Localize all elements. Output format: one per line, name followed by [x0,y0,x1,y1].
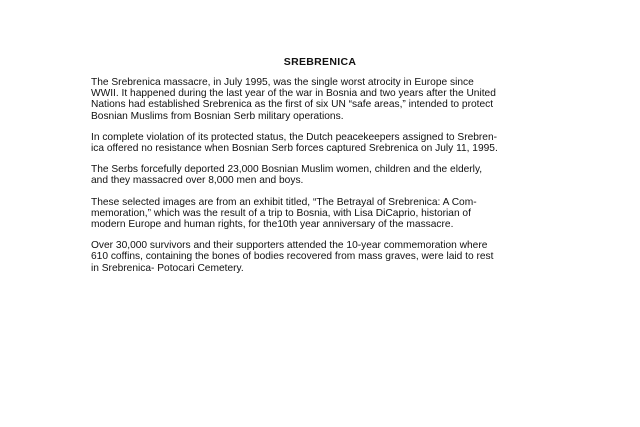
paragraph-line: Nations had established Srebrenica as the first of six UN “safe areas,” intended to protect [91,99,494,111]
paragraph-1 [91,77,551,122]
paragraph-4 [91,197,551,231]
paragraph-line: In complete violation of its protected status, the Dutch peacekeepers assigned to Srebren- [91,131,498,143]
paragraph-line: The Serbs forcefully deported 23,000 Bosnian Muslim women, children and the elderly, [91,164,483,176]
paragraph-line: Over 30,000 survivors and their supporters attended the 10-year commemoration where [91,240,488,252]
paragraph-line: Bosnian Muslims from Bosnian Serb military operations. [91,110,344,122]
paragraph-line: memoration,” which was the result of a trip to Bosnia, with Lisa DiCaprio, historian of [91,207,471,219]
paragraph-line: These selected images are from an exhibit titled, “The Betrayal of Srebrenica: A Com- [91,196,477,208]
paragraph-5 [91,240,551,274]
paragraph-line: ica offered no resistance when Bosnian Serb forces captured Srebrenica on July 11, 1995. [91,143,498,155]
paragraph-line: and they massacred over 8,000 men and boys. [91,175,304,187]
page-title: SREBRENICA [283,56,357,68]
paragraph-line: WWII. It happened during the last year of the war in Bosnia and two years after the United [91,88,496,100]
paragraph-line: in Srebrenica- Potocari Cemetery. [91,262,244,274]
paragraph-3 [91,164,551,186]
paragraph-line: The Srebrenica massacre, in July 1995, was the single worst atrocity in Europe since [91,77,474,88]
paragraph-line: 610 coffins, containing the bones of bodies recovered from mass graves, were laid to rest [91,251,494,263]
paragraph-2 [91,132,551,154]
body-text [91,77,551,284]
paragraph-line: modern Europe and human rights, for the10th year anniversary of the massacre. [91,219,454,231]
